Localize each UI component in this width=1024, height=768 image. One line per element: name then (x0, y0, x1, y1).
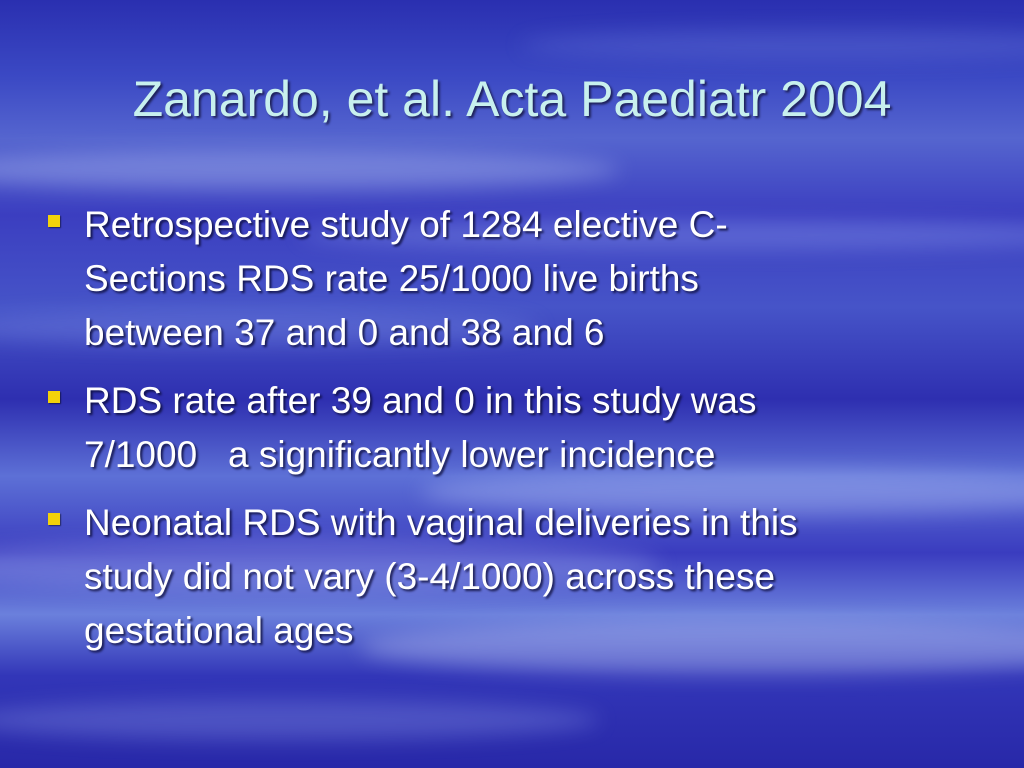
bullet-text-line: Neonatal RDS with vaginal deliveries in this (84, 502, 798, 543)
bullet-text-line: gestational ages (84, 610, 354, 651)
square-bullet-icon (48, 391, 60, 403)
bullet-text-line: RDS rate after 39 and 0 in this study was (84, 380, 757, 421)
cloud-streak (520, 30, 1024, 60)
bullet-text-line: 7/1000 a significantly lower incidence (84, 434, 716, 475)
bullet-item (84, 496, 984, 658)
bullet-item (84, 374, 984, 482)
square-bullet-icon (48, 215, 60, 227)
bullet-text-line: Retrospective study of 1284 elective C- (84, 204, 728, 245)
cloud-streak (0, 700, 600, 740)
square-bullet-icon (48, 513, 60, 525)
slide-title: Zanardo, et al. Acta Paediatr 2004 (132, 71, 892, 127)
bullet-list (84, 198, 984, 672)
bullet-text-line: between 37 and 0 and 38 and 6 (84, 312, 605, 353)
cloud-streak (0, 150, 620, 190)
bullet-item (84, 198, 984, 360)
bullet-text-line: study did not vary (3-4/1000) across these (84, 556, 776, 597)
bullet-text-line: Sections RDS rate 25/1000 live births (84, 258, 699, 299)
